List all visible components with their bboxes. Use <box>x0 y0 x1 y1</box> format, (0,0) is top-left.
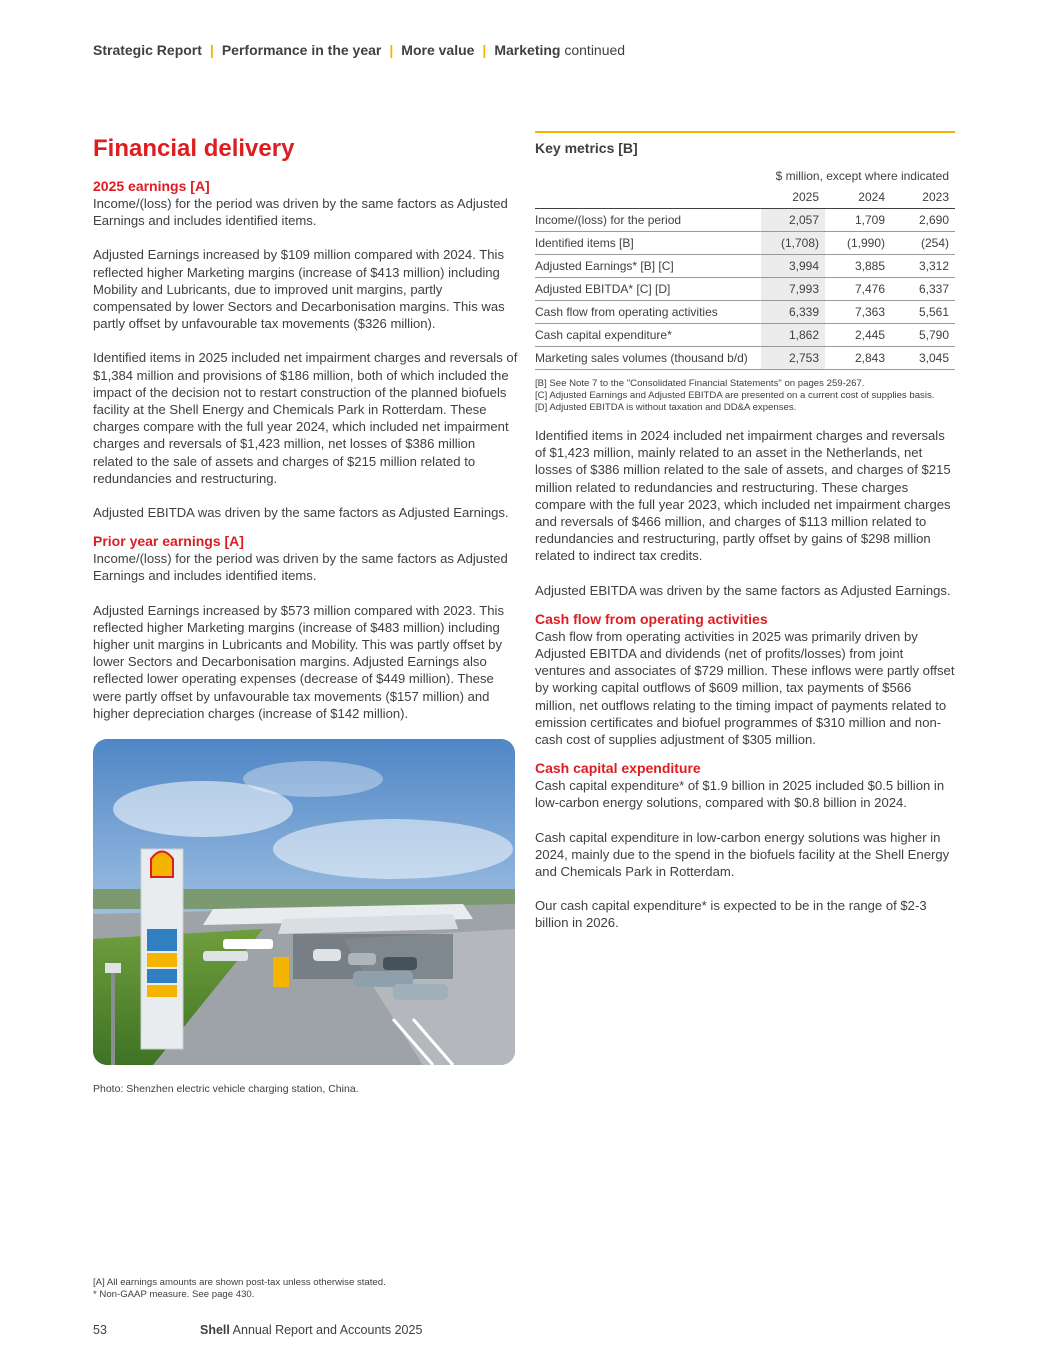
footnote: [A] All earnings amounts are shown post-tax unless otherwise stated. <box>93 1277 386 1288</box>
table-row <box>535 255 955 278</box>
row-label: Cash capital expenditure* <box>535 324 761 347</box>
column-header-2023: 2023 <box>891 186 955 209</box>
row-label: Income/(loss) for the period <box>535 209 761 232</box>
cell-2025: 7,993 <box>761 278 825 301</box>
row-label: Adjusted EBITDA* [C] [D] <box>535 278 761 301</box>
capex-heading: Cash capital expenditure <box>535 760 701 777</box>
cell-2024: (1,990) <box>825 232 891 255</box>
breadcrumb-separator: | <box>389 42 394 58</box>
cell-2025: 2,753 <box>761 347 825 370</box>
cell-2025: 2,057 <box>761 209 825 232</box>
table-row <box>535 209 955 232</box>
row-label: Adjusted Earnings* [B] [C] <box>535 255 761 278</box>
cell-2023: 5,561 <box>891 301 955 324</box>
column-header-2025: 2025 <box>761 186 825 209</box>
table-row <box>535 301 955 324</box>
page-number: 53 <box>93 1323 107 1337</box>
cell-2025: 6,339 <box>761 301 825 324</box>
report-title: Annual Report and Accounts 2025 <box>232 1323 423 1337</box>
capex-paragraph-1: Cash capital expenditure* of $1.9 billion in 2025 included $0.5 billion in low-carbon energy solutions, compared with $0.8 billion in 2024. <box>535 778 945 811</box>
cell-2023: 3,045 <box>891 347 955 370</box>
earnings-2025-paragraph-4: Adjusted EBITDA was driven by the same factors as Adjusted Earnings. <box>93 505 509 521</box>
table-row <box>535 347 955 370</box>
capex-paragraph-2: Cash capital expenditure in low-carbon energy solutions was higher in 2024, mainly due to the spend in the biofuels facility at the Shell Energy and Chemicals Park in Rotterdam. <box>535 829 950 880</box>
table-row <box>535 278 955 301</box>
page-footnotes <box>93 1277 386 1301</box>
footnote: * Non-GAAP measure. See page 430. <box>93 1289 255 1300</box>
column-header-2024: 2024 <box>825 186 891 209</box>
cell-2025: 1,862 <box>761 324 825 347</box>
table-row <box>535 232 955 255</box>
table-note: [D] Adjusted EBITDA is without taxation and DD&A expenses. <box>535 402 797 413</box>
left-column <box>93 134 518 1095</box>
right-column <box>535 131 955 932</box>
cell-2024: 2,843 <box>825 347 891 370</box>
brand-name: Shell <box>200 1323 230 1337</box>
cell-2023: 5,790 <box>891 324 955 347</box>
prior-year-paragraph-2: Adjusted Earnings increased by $573 million compared with 2023. This reflected higher Marketing margins (increase of $483 million) including higher unit margins in Lubricants and Mobility. This was partly offset by lower Sectors and Decarbonisation margins. Adjusted Earnings also reflected lower operating expenses (decrease of $449 million). These were partly offset by unfavourable tax movements ($157 million) and higher depreciation charges (increase of $142 million). <box>93 602 504 721</box>
cell-2023: 6,337 <box>891 278 955 301</box>
breadcrumb-item-strategic-report[interactable]: Strategic Report <box>93 42 202 58</box>
cell-2024: 7,476 <box>825 278 891 301</box>
earnings-2025-paragraph-2: Adjusted Earnings increased by $109 million compared with 2024. This reflected higher Marketing margins (increase of $413 million) including Mobility and Lubricants, due to improved unit margins, partly compensated by lower Sectors and Decarbonisation margins. This was partly offset by unfavourable tax movements ($326 million). <box>93 247 505 332</box>
cell-2023: (254) <box>891 232 955 255</box>
key-metrics-table <box>535 166 955 370</box>
cell-2025: (1,708) <box>761 232 825 255</box>
row-label: Marketing sales volumes (thousand b/d) <box>535 347 761 370</box>
breadcrumb-item-more-value[interactable]: More value <box>401 42 475 58</box>
cell-2024: 2,445 <box>825 324 891 347</box>
breadcrumb-item-marketing[interactable]: Marketing <box>494 42 561 58</box>
earnings-2025-paragraph-1: Income/(loss) for the period was driven by the same factors as Adjusted Earnings and includes identified items. <box>93 196 508 229</box>
table-note: [B] See Note 7 to the "Consolidated Financial Statements" on pages 259-267. <box>535 378 865 389</box>
breadcrumb-separator: | <box>209 42 214 58</box>
key-metrics-rule <box>535 131 955 133</box>
breadcrumb-item-performance[interactable]: Performance in the year <box>221 42 382 58</box>
breadcrumb <box>93 42 625 58</box>
page-footer <box>93 1323 422 1337</box>
breadcrumb-suffix: continued <box>564 42 626 58</box>
table-note: [C] Adjusted Earnings and Adjusted EBITDA are presented on a current cost of supplies basis. <box>535 390 935 401</box>
cell-2025: 3,994 <box>761 255 825 278</box>
cell-2024: 3,885 <box>825 255 891 278</box>
cell-2024: 1,709 <box>825 209 891 232</box>
breadcrumb-separator: | <box>482 42 487 58</box>
page-title: Financial delivery <box>93 135 295 162</box>
prior-year-heading: Prior year earnings [A] <box>93 533 244 550</box>
earnings-2025-paragraph-3: Identified items in 2025 included net impairment charges and reversals of $1,384 million and provisions of $186 million, both of which included the impact of the decision not to restart construction of the planned biofuels facility at the Shell Energy and Chemicals Park in Rotterdam. These charges compare with the full year 2024, which included net impairment charges and reversals of $1,423 million, net losses of $386 million related to the sale of assets and charges of $215 million related to redundancies and restructuring. <box>93 350 518 486</box>
capex-paragraph-3: Our cash capital expenditure* is expected to be in the range of $2-3 billion in 2026. <box>535 898 927 931</box>
row-label: Identified items [B] <box>535 232 761 255</box>
cash-flow-heading: Cash flow from operating activities <box>535 610 768 627</box>
cell-2024: 7,363 <box>825 301 891 324</box>
identified-items-2024-paragraph: Identified items in 2024 included net impairment charges and reversals of $1,423 million, mainly related to an asset in the Netherlands, net losses of $386 million related to the sale of assets, and charges of $215 million related to redundancies and restructuring. These charges compare with the full year 2023, which included net impairment charges and reversals of $466 million, and charges of $113 million related to redundancies and restructuring, partly offset by gains of $298 million related to indirect tax credits. <box>535 428 951 564</box>
cash-flow-paragraph: Cash flow from operating activities in 2025 was primarily driven by Adjusted EBITDA and dividends (net of profits/losses) from joint ventures and associates of $729 million. These inflows were partly offset by working capital outflows of $609 million, tax payments of $566 million, net outflows relating to the timing impact of payments related to emission certificates and biofuel programmes of $310 million and non-cash cost of supplies adjustment of $305 million. <box>535 628 955 748</box>
table-row <box>535 324 955 347</box>
charging-station-photo <box>93 739 515 1065</box>
table-notes <box>535 378 955 414</box>
cell-2023: 3,312 <box>891 255 955 278</box>
row-label: Cash flow from operating activities <box>535 301 761 324</box>
photo-caption: Photo: Shenzhen electric vehicle charging station, China. <box>93 1083 359 1096</box>
unit-note: $ million, except where indicated <box>775 169 949 183</box>
adjusted-ebitda-paragraph: Adjusted EBITDA was driven by the same factors as Adjusted Earnings. <box>535 582 951 598</box>
prior-year-paragraph-1: Income/(loss) for the period was driven by the same factors as Adjusted Earnings and includes identified items. <box>93 551 508 584</box>
key-metrics-title: Key metrics [B] <box>535 140 638 156</box>
cell-2023: 2,690 <box>891 209 955 232</box>
earnings-2025-heading: 2025 earnings [A] <box>93 178 210 194</box>
